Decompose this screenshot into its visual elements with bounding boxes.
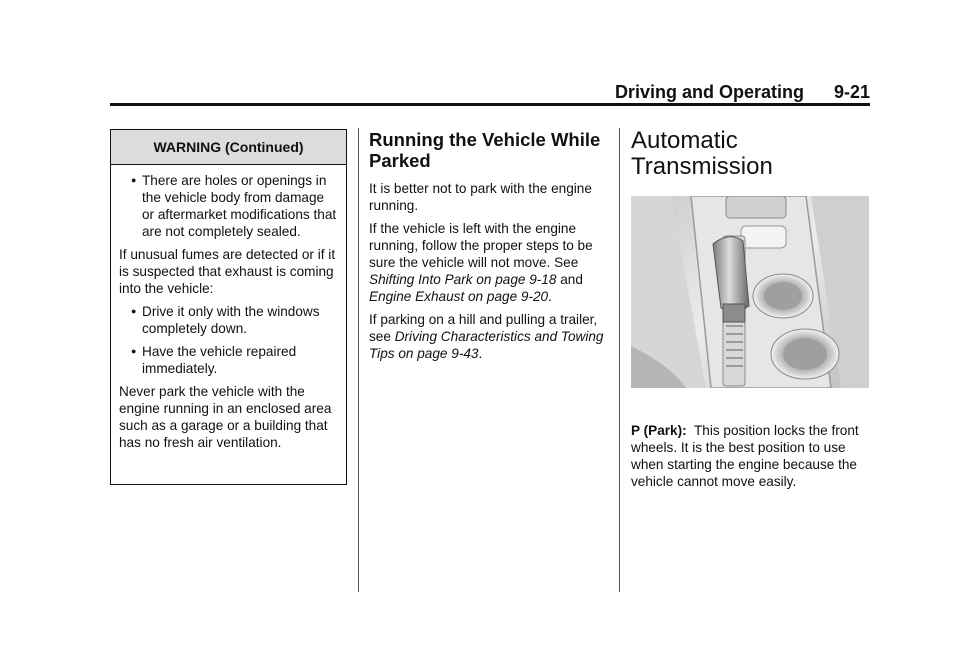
warning-bullet [119, 343, 338, 377]
bullet-text: Drive it only with the windows completely down. [142, 304, 320, 336]
column-divider [619, 128, 620, 592]
warning-title: WARNING (Continued) [111, 130, 346, 165]
park-description: This position locks the front wheels. It is the best position to use when starting the engine because the vehicle cannot move easily. [631, 422, 859, 489]
paragraph: If parking on a hill and pulling a trailer, see Driving Characteristics and Towing Tips on page 9-43. [369, 312, 604, 361]
warning-body [111, 165, 346, 451]
bullet-icon: ● [131, 306, 137, 316]
bullet-text: There are holes or openings in the vehicle body from damage or aftermarket modifications that are not completely sealed. [142, 173, 337, 239]
cross-reference-link[interactable]: Engine Exhaust on page 9-20 [369, 289, 549, 304]
bullet-icon: ● [131, 346, 137, 356]
running-section [369, 129, 609, 368]
cross-reference-link[interactable]: Driving Characteristics and Towing Tips on page 9-43 [369, 329, 604, 361]
paragraph: If the vehicle is left with the engine running, follow the proper steps to be sure the vehicle will not move. See Shifting Into Park on page 9-18 and Engine Exhaust on page 9-20. [369, 221, 593, 304]
bullet-icon: ● [131, 175, 137, 185]
transmission-section [631, 127, 871, 489]
column-divider [358, 128, 359, 592]
page-header [110, 80, 870, 104]
cross-reference-link[interactable]: Shifting Into Park on page 9-18 [369, 272, 557, 287]
header-rule [110, 103, 870, 106]
bullet-text: Have the vehicle repaired immediately. [142, 344, 297, 376]
section-heading: Automatic Transmission [631, 127, 773, 180]
section-heading: Running the Vehicle While Parked [369, 129, 601, 171]
section-title: Driving and Operating [614, 82, 804, 102]
paragraph [631, 422, 871, 490]
warning-paragraph: If unusual fumes are detected or if it is suspected that exhaust is coming into the vehicle: [119, 247, 336, 296]
warning-bullet [119, 303, 338, 337]
park-label: P (Park): [631, 422, 687, 438]
warning-bullet [119, 172, 338, 240]
warning-paragraph: Never park the vehicle with the engine running in an enclosed area such as a garage or a building that has no fresh air ventilation. [119, 384, 332, 450]
warning-box [110, 129, 347, 485]
shift-lever-illustration [631, 196, 869, 388]
paragraph: It is better not to park with the engine running. [369, 181, 592, 213]
page-number: 9-21 [833, 82, 870, 102]
